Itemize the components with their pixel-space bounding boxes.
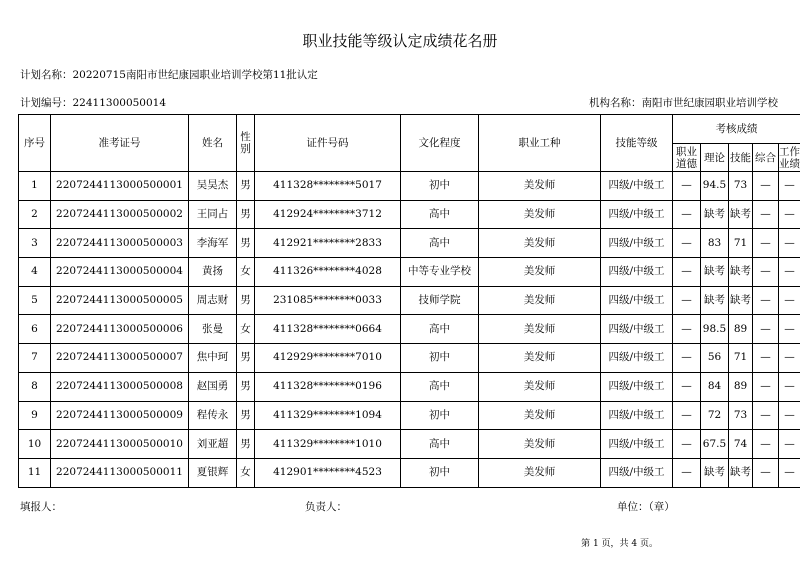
page-number: 第 1 页，共 4 页。 <box>581 539 658 549</box>
table-row <box>19 200 800 229</box>
cell-theory: 缺考 <box>701 286 729 315</box>
table-row <box>19 458 800 487</box>
cell-ethics: — <box>673 172 701 201</box>
cell-education: 高中 <box>401 315 479 344</box>
cell-name: 李海军 <box>189 229 237 258</box>
cell-work: — <box>779 372 800 401</box>
cell-ethics: — <box>673 401 701 430</box>
cell-skill: 73 <box>729 172 753 201</box>
cell-seq: 6 <box>19 315 51 344</box>
cell-name: 夏银辉 <box>189 458 237 487</box>
cell-ticket: 2207244113000500007 <box>51 344 189 373</box>
cell-occupation: 美发师 <box>479 372 601 401</box>
cell-ticket: 2207244113000500006 <box>51 315 189 344</box>
cell-ethics: — <box>673 315 701 344</box>
cell-skill: 71 <box>729 344 753 373</box>
cell-skill: 89 <box>729 315 753 344</box>
cell-skill: 缺考 <box>729 258 753 287</box>
cell-overall: — <box>753 372 779 401</box>
plan-name: 计划名称：20220715南阳市世纪康园职业培训学校第11批认定 <box>20 69 318 81</box>
header-ticket: 准考证号 <box>51 115 189 172</box>
cell-theory: 缺考 <box>701 258 729 287</box>
header-id-number: 证件号码 <box>255 115 401 172</box>
cell-education: 高中 <box>401 430 479 459</box>
cell-id-no: 231085********0033 <box>255 286 401 315</box>
cell-level: 四级/中级工 <box>601 172 673 201</box>
cell-level: 四级/中级工 <box>601 200 673 229</box>
cell-level: 四级/中级工 <box>601 430 673 459</box>
cell-education: 初中 <box>401 458 479 487</box>
header-work-performance: 工作业绩 <box>779 145 800 170</box>
header-occupation: 职业工种 <box>479 115 601 172</box>
table-row <box>19 172 800 201</box>
header-education: 文化程度 <box>401 115 479 172</box>
cell-overall: — <box>753 401 779 430</box>
cell-skill: 缺考 <box>729 458 753 487</box>
cell-education: 高中 <box>401 200 479 229</box>
cell-name: 周志财 <box>189 286 237 315</box>
table-row <box>19 344 800 373</box>
cell-skill: 89 <box>729 372 753 401</box>
cell-ticket: 2207244113000500011 <box>51 458 189 487</box>
cell-level: 四级/中级工 <box>601 258 673 287</box>
cell-overall: — <box>753 286 779 315</box>
cell-name: 刘亚超 <box>189 430 237 459</box>
cell-ticket: 2207244113000500005 <box>51 286 189 315</box>
table-row <box>19 229 800 258</box>
header-ethics: 职业道德 <box>673 144 701 172</box>
cell-name: 程传永 <box>189 401 237 430</box>
table-row <box>19 430 800 459</box>
cell-work: — <box>779 286 800 315</box>
cell-skill: 73 <box>729 401 753 430</box>
cell-level: 四级/中级工 <box>601 229 673 258</box>
cell-gender: 男 <box>237 372 255 401</box>
cell-education: 初中 <box>401 344 479 373</box>
cell-seq: 8 <box>19 372 51 401</box>
cell-overall: — <box>753 315 779 344</box>
cell-theory: 72 <box>701 401 729 430</box>
cell-theory: 56 <box>701 344 729 373</box>
cell-level: 四级/中级工 <box>601 344 673 373</box>
cell-seq: 2 <box>19 200 51 229</box>
cell-level: 四级/中级工 <box>601 458 673 487</box>
cell-overall: — <box>753 430 779 459</box>
cell-work: — <box>779 344 800 373</box>
cell-gender: 男 <box>237 200 255 229</box>
cell-seq: 3 <box>19 229 51 258</box>
cell-theory: 84 <box>701 372 729 401</box>
leader-label: 负责人： <box>305 501 347 513</box>
cell-overall: — <box>753 344 779 373</box>
cell-ticket: 2207244113000500003 <box>51 229 189 258</box>
table-row <box>19 315 800 344</box>
header-overall: 综合 <box>753 144 779 172</box>
cell-id-no: 411328********0664 <box>255 315 401 344</box>
cell-seq: 9 <box>19 401 51 430</box>
cell-id-no: 411328********0196 <box>255 372 401 401</box>
cell-education: 高中 <box>401 372 479 401</box>
table-row <box>19 372 800 401</box>
cell-id-no: 411329********1094 <box>255 401 401 430</box>
table-row <box>19 401 800 430</box>
header-scores-group: 考核成绩 <box>673 115 800 144</box>
cell-ethics: — <box>673 229 701 258</box>
cell-overall: — <box>753 172 779 201</box>
cell-gender: 男 <box>237 229 255 258</box>
cell-occupation: 美发师 <box>479 229 601 258</box>
cell-work: — <box>779 458 800 487</box>
cell-gender: 男 <box>237 344 255 373</box>
cell-id-no: 411328********5017 <box>255 172 401 201</box>
cell-id-no: 411326********4028 <box>255 258 401 287</box>
header-name: 姓名 <box>189 115 237 172</box>
cell-occupation: 美发师 <box>479 344 601 373</box>
cell-id-no: 412924********3712 <box>255 200 401 229</box>
cell-education: 技师学院 <box>401 286 479 315</box>
cell-occupation: 美发师 <box>479 315 601 344</box>
cell-ticket: 2207244113000500004 <box>51 258 189 287</box>
cell-skill: 74 <box>729 430 753 459</box>
cell-seq: 1 <box>19 172 51 201</box>
cell-gender: 男 <box>237 401 255 430</box>
cell-overall: — <box>753 229 779 258</box>
cell-seq: 11 <box>19 458 51 487</box>
cell-occupation: 美发师 <box>479 172 601 201</box>
cell-education: 初中 <box>401 172 479 201</box>
cell-ethics: — <box>673 430 701 459</box>
cell-gender: 女 <box>237 315 255 344</box>
cell-work: — <box>779 229 800 258</box>
cell-seq: 5 <box>19 286 51 315</box>
cell-education: 中等专业学校 <box>401 258 479 287</box>
filler-label: 填报人： <box>20 501 62 513</box>
cell-work: — <box>779 200 800 229</box>
cell-id-no: 411329********1010 <box>255 430 401 459</box>
document-title: 职业技能等级认定成绩花名册 <box>302 32 498 50</box>
plan-number: 计划编号：22411300050014 <box>20 97 167 109</box>
cell-id-no: 412901********4523 <box>255 458 401 487</box>
cell-theory: 83 <box>701 229 729 258</box>
cell-work: — <box>779 258 800 287</box>
cell-ethics: — <box>673 286 701 315</box>
cell-theory: 缺考 <box>701 200 729 229</box>
cell-ethics: — <box>673 200 701 229</box>
cell-work: — <box>779 172 800 201</box>
table-row <box>19 286 800 315</box>
cell-education: 高中 <box>401 229 479 258</box>
cell-occupation: 美发师 <box>479 200 601 229</box>
cell-gender: 女 <box>237 258 255 287</box>
header-seq: 序号 <box>19 115 51 172</box>
cell-seq: 4 <box>19 258 51 287</box>
cell-name: 王同占 <box>189 200 237 229</box>
cell-overall: — <box>753 258 779 287</box>
cell-gender: 男 <box>237 172 255 201</box>
cell-gender: 男 <box>237 286 255 315</box>
cell-ticket: 2207244113000500008 <box>51 372 189 401</box>
cell-skill: 71 <box>729 229 753 258</box>
cell-gender: 女 <box>237 458 255 487</box>
cell-ticket: 2207244113000500001 <box>51 172 189 201</box>
cell-seq: 10 <box>19 430 51 459</box>
cell-occupation: 美发师 <box>479 286 601 315</box>
score-roster-table <box>18 114 800 488</box>
cell-theory: 67.5 <box>701 430 729 459</box>
cell-name: 吴昊杰 <box>189 172 237 201</box>
cell-name: 黄扬 <box>189 258 237 287</box>
organization-name: 机构名称：南阳市世纪康园职业培训学校 <box>589 97 778 109</box>
cell-work: — <box>779 430 800 459</box>
cell-ticket: 2207244113000500010 <box>51 430 189 459</box>
cell-level: 四级/中级工 <box>601 401 673 430</box>
cell-gender: 男 <box>237 430 255 459</box>
cell-ethics: — <box>673 372 701 401</box>
cell-ethics: — <box>673 344 701 373</box>
cell-overall: — <box>753 200 779 229</box>
header-theory: 理论 <box>701 144 729 172</box>
cell-theory: 缺考 <box>701 458 729 487</box>
table-row <box>19 258 800 287</box>
cell-level: 四级/中级工 <box>601 315 673 344</box>
header-skill-level: 技能等级 <box>601 115 673 172</box>
cell-ticket: 2207244113000500002 <box>51 200 189 229</box>
unit-stamp-label: 单位：（章） <box>617 501 675 513</box>
cell-name: 焦中珂 <box>189 344 237 373</box>
cell-work: — <box>779 315 800 344</box>
cell-id-no: 412929********7010 <box>255 344 401 373</box>
cell-occupation: 美发师 <box>479 401 601 430</box>
cell-skill: 缺考 <box>729 200 753 229</box>
cell-education: 初中 <box>401 401 479 430</box>
cell-theory: 98.5 <box>701 315 729 344</box>
cell-seq: 7 <box>19 344 51 373</box>
cell-skill: 缺考 <box>729 286 753 315</box>
cell-work: — <box>779 401 800 430</box>
header-skill: 技能 <box>729 144 753 172</box>
table-body <box>19 172 800 488</box>
header-gender: 性别 <box>237 115 255 172</box>
cell-name: 赵国勇 <box>189 372 237 401</box>
cell-theory: 94.5 <box>701 172 729 201</box>
cell-level: 四级/中级工 <box>601 286 673 315</box>
cell-occupation: 美发师 <box>479 430 601 459</box>
cell-occupation: 美发师 <box>479 458 601 487</box>
cell-occupation: 美发师 <box>479 258 601 287</box>
cell-id-no: 412921********2833 <box>255 229 401 258</box>
cell-ticket: 2207244113000500009 <box>51 401 189 430</box>
cell-overall: — <box>753 458 779 487</box>
cell-level: 四级/中级工 <box>601 372 673 401</box>
cell-ethics: — <box>673 258 701 287</box>
cell-name: 张曼 <box>189 315 237 344</box>
cell-ethics: — <box>673 458 701 487</box>
